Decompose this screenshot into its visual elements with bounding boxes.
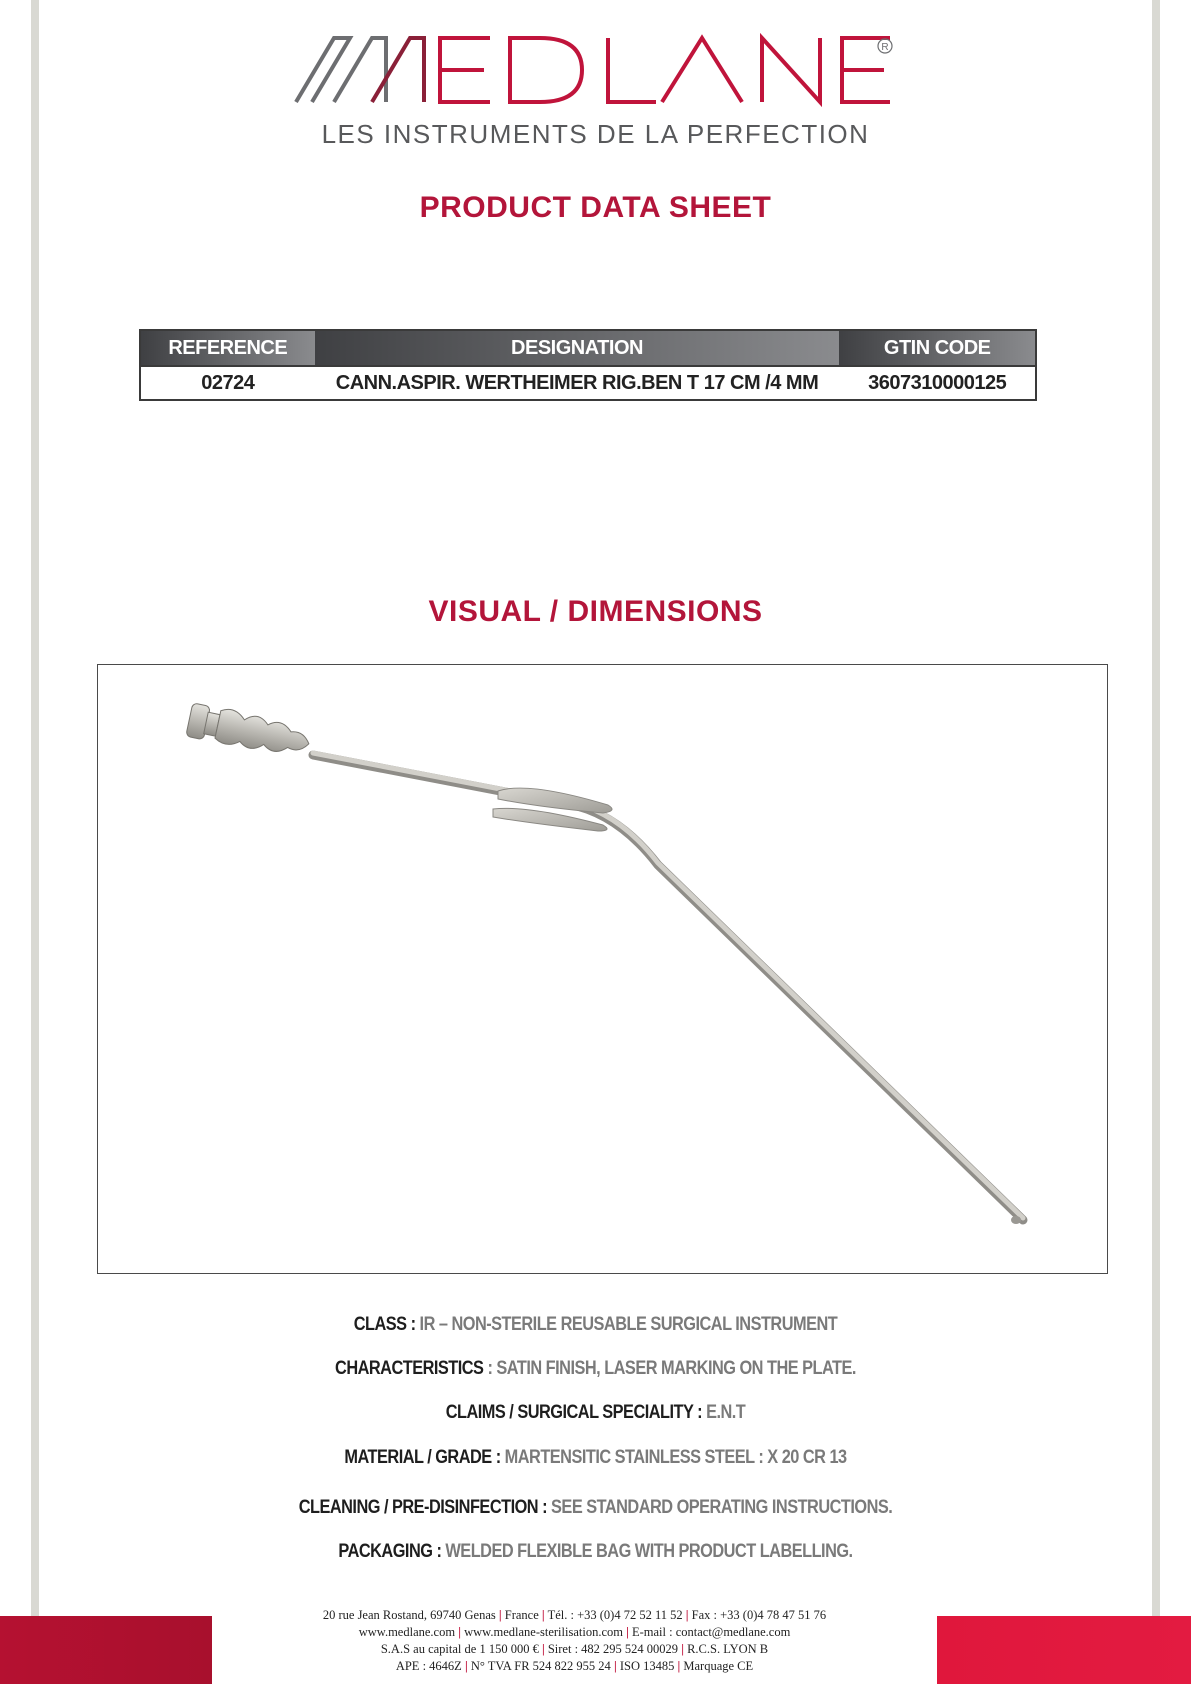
logo-n [762, 38, 820, 102]
spec-label: MATERIAL / GRADE : [344, 1447, 501, 1468]
spec-speciality [83, 1402, 1107, 1424]
footer-rcs: R.C.S. LYON B [687, 1642, 769, 1656]
footer-iso: ISO 13485 [619, 1659, 675, 1673]
logo-a [662, 38, 742, 102]
logo-l [608, 38, 656, 102]
footer-red-block-left [0, 1616, 212, 1684]
right-border-bar [1152, 0, 1160, 1617]
spec-label: CLEANING / PRE-DISINFECTION : [298, 1497, 548, 1518]
footer-line-3 [212, 1641, 937, 1658]
spec-material [83, 1447, 1107, 1469]
spec-characteristics [83, 1358, 1107, 1380]
separator: | [498, 1608, 502, 1622]
product-image-frame [97, 664, 1108, 1274]
separator: | [541, 1608, 545, 1622]
spec-value: WELDED FLEXIBLE BAG WITH PRODUCT LABELLING. [445, 1541, 853, 1562]
page-title: PRODUCT DATA SHEET [419, 191, 772, 224]
brand-tagline: LES INSTRUMENTS DE LA PERFECTION [321, 119, 870, 149]
table-header-designation: DESIGNATION [315, 330, 840, 366]
handle-grip [214, 708, 312, 761]
spec-value: : SATIN FINISH, LASER MARKING ON THE PLATE. [487, 1358, 856, 1379]
footer-email-link[interactable]: E-mail : contact@medlane.com [631, 1625, 791, 1639]
logo-d [510, 38, 582, 102]
visual-section-title: VISUAL / DIMENSIONS [428, 595, 763, 628]
footer-address [212, 1607, 937, 1675]
footer-line-1 [212, 1607, 937, 1624]
table-header-reference: REFERENCE [140, 330, 315, 366]
cannula-handle [186, 702, 313, 762]
spec-label: CLAIMS / SURGICAL SPECIALITY : [445, 1402, 703, 1423]
reference-table [139, 329, 1037, 401]
spec-label: CLASS : [353, 1314, 416, 1335]
spec-class [83, 1314, 1107, 1336]
footer-ce-marking: Marquage CE [683, 1659, 754, 1673]
separator: | [677, 1659, 681, 1673]
cell-designation: CANN.ASPIR. WERTHEIMER RIG.BEN T 17 CM /4 MM [315, 366, 840, 400]
footer-address-street: 20 rue Jean Rostand, 69740 Genas [322, 1608, 496, 1622]
cannula-tube [313, 753, 1023, 1218]
logo-e [440, 38, 490, 102]
spec-value: IR – NON-STERILE REUSABLE SURGICAL INSTRUMENT [419, 1314, 838, 1335]
spec-label: CHARACTERISTICS [335, 1358, 484, 1379]
footer-sterilisation-website-link[interactable]: www.medlane-sterilisation.com [464, 1625, 623, 1639]
spec-value: E.N.T [706, 1402, 746, 1423]
footer-website-link[interactable]: www.medlane.com [358, 1625, 456, 1639]
separator: | [681, 1642, 684, 1656]
footer-fax: Fax : +33 (0)4 78 47 51 76 [691, 1608, 827, 1622]
footer-line-4 [212, 1658, 937, 1675]
suction-cannula-image [98, 665, 1109, 1275]
cannula-tip [1011, 1216, 1021, 1224]
table-row [140, 366, 1036, 400]
cannula-tube-shadow [313, 755, 1023, 1220]
table-header-gtin: GTIN CODE [839, 330, 1036, 366]
footer-siret: Siret : 482 295 524 00029 [547, 1642, 679, 1656]
footer-ape: APE : 4646Z [395, 1659, 462, 1673]
cell-reference: 02724 [140, 366, 315, 400]
left-border-bar [31, 0, 39, 1617]
cell-gtin: 3607310000125 [839, 366, 1036, 400]
footer-line-2 [212, 1624, 937, 1641]
separator: | [464, 1659, 468, 1673]
spec-cleaning [83, 1497, 1107, 1519]
table-header-row [140, 330, 1036, 366]
logo-m-stroke-3 [372, 38, 424, 102]
separator: | [626, 1625, 629, 1639]
footer-capital: S.A.S au capital de 1 150 000 € [380, 1642, 539, 1656]
spec-packaging [83, 1541, 1107, 1563]
spec-label: PACKAGING : [338, 1541, 442, 1562]
separator: | [541, 1642, 545, 1656]
footer-red-block-right [937, 1616, 1191, 1684]
footer-vat: N° TVA FR 524 822 955 24 [470, 1659, 611, 1673]
footer-country: France [504, 1608, 539, 1622]
separator: | [458, 1625, 461, 1639]
spec-value: MARTENSITIC STAINLESS STEEL : X 20 CR 13 [504, 1447, 847, 1468]
registered-mark: R [881, 42, 889, 53]
separator: | [685, 1608, 689, 1622]
separator: | [613, 1659, 617, 1673]
spec-value: SEE STANDARD OPERATING INSTRUCTIONS. [551, 1497, 893, 1518]
footer-phone: Tél. : +33 (0)4 72 52 11 52 [547, 1608, 683, 1622]
